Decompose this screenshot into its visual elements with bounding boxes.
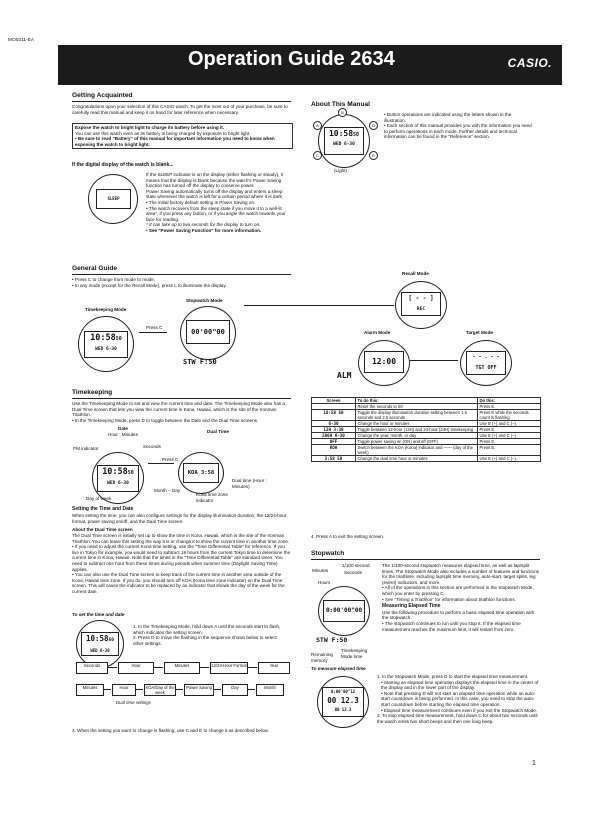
press-c-dual: Press C bbox=[162, 457, 179, 462]
timekeeping-bullet: • In the Timekeeping Mode, press D to toggle between the Date and the Dual Time screens. bbox=[72, 417, 259, 423]
measure-lcd bbox=[322, 687, 364, 717]
watch-stopwatch-mode bbox=[180, 306, 236, 360]
table-cell-do: Use E (+) and C (–). bbox=[478, 421, 541, 427]
set-step-1: 1. In the Timekeeping Mode, hold down A until the seconds start to flash, which indicates the setting screen. bbox=[133, 624, 281, 635]
measure-lcd-mid: 00 12.3 bbox=[327, 696, 359, 705]
label-timekeeping-mode-time: Timekeeping Mode time bbox=[341, 648, 368, 659]
label-stopwatch-mode: Stopwatch Mode bbox=[186, 298, 223, 303]
watch-alarm-mode bbox=[358, 340, 410, 386]
heading-about-dual: About the Dual Time screen bbox=[72, 527, 133, 532]
heading-to-measure: To measure elapsed time bbox=[311, 666, 366, 671]
set-step-2: 2. Press D to move the flashing in the sequence shown below to select other settings. bbox=[133, 635, 277, 646]
warning-line-3: • Be sure to read "Battery" of this manual for important information you need to know when exposing the watch to bright light. bbox=[75, 136, 275, 147]
label-sw-seconds: Seconds bbox=[344, 570, 362, 575]
table-cell-do: Press E. bbox=[478, 445, 541, 456]
sleep-lcd: SLEEP bbox=[96, 189, 131, 209]
dual-lcd: KOA 3:58 bbox=[183, 463, 219, 483]
setting-sequence-diagram bbox=[76, 662, 286, 712]
table-cell-screen: OFF bbox=[312, 439, 356, 445]
heading-about-manual: About This Manual bbox=[311, 101, 370, 108]
recall-lcd: [ - - ] REC bbox=[401, 292, 441, 316]
measuring-bullet: • The stopwatch continues to run until you stop it. If the elapsed time measurement reaches the maximum limit, it will restart from zero. bbox=[382, 620, 521, 632]
label-dual-time-desc: Dual time (Hour : Minutes) bbox=[232, 478, 267, 489]
sw-stw-indicator: STW F:50 bbox=[316, 636, 348, 644]
settings-table bbox=[311, 397, 541, 462]
table-cell-todo: Toggle power saving on (ON) and off (OFF) bbox=[356, 439, 478, 445]
light-label: (Light) bbox=[334, 168, 348, 173]
arrow bbox=[103, 689, 111, 690]
measure-step-1: 1. In the Stopwatch Mode, press D to start the elapsed time measurement. bbox=[377, 674, 529, 679]
arrow bbox=[213, 689, 221, 690]
blank-text-1: If the SLEEP indicator is on the display (either flashing or steady), it means that the display is blank because the watch's Power Saving function has turned off the display to conserve power. bbox=[146, 172, 284, 189]
table-cell-todo: Change the dual time hour or minutes bbox=[356, 456, 478, 462]
watch-target-mode bbox=[460, 340, 512, 386]
table-cell-do: Use E (+) and C (–). bbox=[478, 456, 541, 462]
button-c[interactable]: C bbox=[313, 151, 322, 160]
label-day-of-week: Day of week bbox=[86, 496, 112, 501]
sequence-box-bottom: Day bbox=[222, 684, 248, 696]
table-step-4: 4. Press A to exit the setting screen. bbox=[311, 534, 385, 539]
divider bbox=[72, 398, 291, 399]
sequence-box-top: 12/24-Hour Format bbox=[210, 662, 248, 674]
watch-stopwatch-illustration bbox=[318, 586, 370, 636]
table-cell-screen: KOA bbox=[312, 445, 356, 456]
rec-indicator: REC bbox=[416, 307, 426, 312]
heading-set-time: To set the time and date bbox=[72, 612, 125, 617]
set-steps bbox=[133, 624, 283, 646]
alarm-lcd: 12:00 bbox=[364, 351, 404, 373]
label-date: Date bbox=[118, 426, 128, 431]
label-hour-minutes: Hour : Minutes bbox=[108, 432, 138, 437]
arrow bbox=[153, 667, 163, 668]
arrow bbox=[107, 667, 117, 668]
label-pm-indicator: PM indicator bbox=[73, 446, 99, 451]
set-lcd-time: 10:58 bbox=[86, 634, 109, 643]
sequence-box-bottom: Minutes bbox=[76, 684, 104, 696]
brand-logo: CASIO. bbox=[507, 56, 552, 70]
press-c-label: Press C bbox=[146, 325, 163, 330]
set-step-3: 3. When the setting you want to change is flashing, use C and E to change it as described below. bbox=[72, 728, 269, 733]
heading-timekeeping: Timekeeping bbox=[72, 389, 113, 396]
alm-indicator: ALM bbox=[337, 371, 352, 380]
watch-measure-illustration bbox=[317, 676, 369, 728]
sw-bullet-1: • All of the operations in this section are performed in the Stopwatch Mode, which you enter by pressing C. bbox=[382, 585, 534, 596]
blank-bullet-1: • The initial factory default setting is Power Saving on. bbox=[146, 199, 256, 205]
watch-dual-screen bbox=[178, 452, 224, 494]
blank-heading: If the digital display of the watch is blank... bbox=[72, 162, 174, 168]
sequence-box-top: Seconds bbox=[76, 662, 108, 674]
table-cell-todo: Change the hour or minutes bbox=[356, 421, 478, 427]
general-bullet-2: • In any mode (except for the Recall Mode), press L to illuminate the display. bbox=[72, 282, 227, 288]
sw-intro-text: The 1/100-second stopwatch measures elapsed time, as well as lap/split times. The Stopwatch Mode also includes a number of features and functions for the triathlete, including lap/split time memory, auto-start, target splits, leg (event) indicators, and more. bbox=[382, 563, 539, 585]
table-cell-do: Use E (+) and C (–). bbox=[478, 433, 541, 439]
watch-sleep-illustration bbox=[88, 174, 138, 224]
table-header-todo: To do this: bbox=[356, 398, 478, 404]
watch-about-illustration bbox=[318, 114, 370, 168]
tk-lcd-date: WED 6-30 bbox=[95, 347, 117, 352]
sequence-box-top: Hour bbox=[118, 662, 154, 674]
button-e[interactable]: E bbox=[369, 151, 378, 160]
sequence-box-bottom: Month bbox=[256, 684, 284, 696]
sequence-box-bottom: KOA/Day of the week bbox=[145, 685, 175, 695]
table-cell-do: Press E. bbox=[478, 404, 541, 410]
label-alarm-mode: Alarm Mode bbox=[364, 330, 391, 335]
blank-text-2: Power Saving automatically turns off the display and enters a sleep state whenever the watch is left for a certain period where it is dark. bbox=[146, 188, 284, 200]
table-row bbox=[312, 445, 541, 456]
about-lcd-seconds: 50 bbox=[353, 132, 360, 138]
date-lcd-seconds: 50 bbox=[127, 470, 134, 476]
measure-steps bbox=[377, 674, 539, 724]
about-bullet-1: • Button operations are indicated using the letters shown in the illustration. bbox=[384, 112, 512, 123]
table-cell-todo: Toggle the display illumination duration setting between 1.5 seconds and 2.5 seconds bbox=[356, 410, 478, 421]
label-kona-time: Kona time zone indicator bbox=[196, 492, 228, 503]
arrow bbox=[135, 689, 143, 690]
table-cell-screen: 3:58 50 bbox=[312, 456, 356, 462]
document-code: MO0311-EA bbox=[8, 38, 35, 43]
general-text bbox=[72, 277, 291, 288]
set-lcd-seconds: 50 bbox=[108, 638, 114, 643]
measure-step-1-b3: • Elapsed time measurement continues even if you exit the Stopwatch Mode. bbox=[381, 707, 538, 713]
sw-lcd-big: 0:00'00"00 bbox=[323, 600, 365, 622]
tk-lcd-seconds: 50 bbox=[115, 336, 122, 342]
divider bbox=[311, 559, 540, 560]
measure-step-2: 2. To stop elapsed time measurement, hold down C for about two seconds until the watch emits two short beeps and then one long beep. bbox=[377, 713, 538, 724]
about-dual-text bbox=[72, 533, 291, 595]
general-bullet-1: • Press C to change from mode to mode. bbox=[72, 277, 156, 282]
about-bullet-2: • Each section of this manual provides you with the information you need to perform operations in each mode. Further details and technical information can be found in the "Reference" section. bbox=[384, 123, 532, 140]
setting-text: When setting the time, you can also configure settings for the display illumination duration, the 12/24-hour format, power saving on/off, and the Dual Time screen. bbox=[72, 513, 287, 524]
sequence-box-bottom: Power Saving bbox=[184, 684, 214, 696]
measure-step-1-b1: • Starting an elapsed time operation displays the elapsed time in the center of the display and in the lower part of the display. bbox=[381, 679, 539, 691]
stopwatch-lcd: 00'00"00 bbox=[186, 320, 230, 344]
measure-lcd-bot: 00 12.3 bbox=[334, 707, 352, 712]
arrow bbox=[199, 667, 209, 668]
button-a[interactable]: A bbox=[313, 121, 322, 130]
heading-general-guide: General Guide bbox=[72, 265, 118, 272]
about-dual-intro: The Dual Time screen is initially set up to show the time in Kona, Hawaii, which is the site of the Ironman Triathlon. You can leave this setting the way it is or change it to show the current time in another time zone. bbox=[72, 533, 290, 544]
date-lcd-time: 10:58 bbox=[102, 467, 128, 477]
measuring-text: Use the following procedure to perform a basic elapsed time operation with the stopwatch. bbox=[382, 609, 535, 621]
timekeeping-intro bbox=[72, 401, 291, 423]
measure-lcd-top: 0:00'00"12 bbox=[330, 689, 356, 694]
about-text bbox=[384, 112, 534, 140]
table-header-screen: Screen bbox=[312, 398, 356, 404]
label-dual-time: Dual Time bbox=[207, 429, 229, 434]
target-lcd: - - . - - TGT OFF bbox=[466, 351, 506, 375]
button-b[interactable]: B bbox=[338, 108, 347, 117]
timekeeping-lcd bbox=[84, 331, 128, 358]
table-cell-todo: Switch between the KOA (Kona) indicator and —— (day of the week) bbox=[356, 445, 478, 456]
arrow bbox=[247, 667, 257, 668]
page-number: 1 bbox=[532, 760, 536, 767]
table-cell-todo: Toggle between 12-hour (12H) and 24-hour (24H) timekeeping bbox=[356, 427, 478, 433]
about-lcd-time: 10:58 bbox=[328, 129, 354, 138]
arrow bbox=[139, 332, 167, 333]
warning-box bbox=[72, 123, 293, 149]
arrow bbox=[175, 689, 183, 690]
table-row bbox=[312, 410, 541, 421]
label-minutes: Minutes bbox=[312, 568, 329, 573]
table-cell-todo: Change the year, month, or day bbox=[356, 433, 478, 439]
table-row bbox=[312, 456, 541, 462]
date-screen-lcd bbox=[97, 465, 139, 492]
title-banner bbox=[58, 45, 562, 85]
heading-setting-time: Setting the Time and Date bbox=[72, 506, 134, 512]
table-cell-screen: 10:58 50 bbox=[312, 410, 356, 421]
dual-bullet-1: • If you need to adjust the current Kona time setting, use the "Time Differential Table" for reference. If you live in Tokyo for example, you would need to subtract 19 hours from the current Tokyo time to determine the current time in Kona, Hawaii. Note that the times in the "Time Differential Table" are standard times. You need to subtract one hour from these times during periods when summer time (Daylight Saving Time) applies. bbox=[72, 544, 291, 572]
about-lcd bbox=[324, 127, 364, 155]
blank-text bbox=[146, 172, 290, 234]
stw-indicator: STW F:50 bbox=[183, 358, 217, 366]
table-cell-todo: Reset the seconds to 00 bbox=[356, 404, 478, 410]
watch-timekeeping-mode bbox=[78, 316, 134, 372]
watch-recall-mode bbox=[395, 281, 447, 329]
table-cell-do: Press E. bbox=[478, 439, 541, 445]
label-remaining-memory: Remaining memory bbox=[311, 652, 333, 663]
blank-see: • See "Power Saving Function" for more information. bbox=[146, 227, 262, 233]
table-cell-do: Press E. bbox=[478, 427, 541, 433]
table-cell-do: Press E while the seconds count is flashing. bbox=[478, 410, 541, 421]
label-recall-mode: Recall Mode bbox=[402, 271, 429, 276]
divider bbox=[72, 101, 291, 102]
sequence-box-bottom: Hour bbox=[112, 684, 136, 696]
warning-line-1: Expose the watch to bright light to charge its battery before using it. bbox=[75, 125, 225, 130]
date-lcd-date: WED 6-30 bbox=[107, 481, 129, 486]
set-lcd-date: WED 6-30 bbox=[90, 648, 110, 653]
blank-note: * It can take up to two seconds for the display to turn on. bbox=[146, 222, 261, 228]
arrow bbox=[148, 463, 174, 464]
label-timekeeping-mode: Timekeeping Mode bbox=[85, 307, 127, 312]
measure-step-1-b2: • Note that pressing D will not start an elapsed time operation while an auto-start countdown is being performed. In this case, you need to stop the auto-start countdown before starting the elapsed time operation. bbox=[381, 690, 536, 707]
target-text: TGT OFF bbox=[475, 365, 497, 371]
arrow bbox=[410, 360, 458, 361]
heading-measuring: Measuring Elapsed Time bbox=[382, 603, 441, 610]
warning-line-2: You can use this watch even as its battery is being charged by exposure to bright light. bbox=[75, 130, 251, 136]
sequence-box-top: Year bbox=[258, 662, 290, 674]
table-header-do: Do this: bbox=[478, 398, 541, 404]
label-hundredth: 1/100 second bbox=[342, 563, 370, 568]
heading-stopwatch: Stopwatch bbox=[311, 550, 345, 557]
button-d[interactable]: D bbox=[369, 121, 378, 130]
table-cell-screen: 12H 3:30 bbox=[312, 427, 356, 433]
heading-getting-acquainted: Getting Acquainted bbox=[72, 92, 133, 99]
label-dual-time-settings: Dual time settings bbox=[116, 700, 151, 705]
stopwatch-intro bbox=[382, 563, 540, 632]
divider bbox=[72, 274, 291, 275]
blank-bullet-2: • The watch recovers from the sleep state if you move it to a well-lit area*, if you press any button, or if you angle the watch towards your face for reading. bbox=[146, 205, 286, 222]
setting-lcd bbox=[81, 632, 119, 656]
table-cell-screen: 6-30 bbox=[312, 421, 356, 427]
about-lcd-date: WED 6-30 bbox=[333, 142, 355, 147]
arrow bbox=[244, 305, 394, 306]
label-hours: Hours bbox=[318, 580, 331, 585]
label-seconds: Seconds bbox=[143, 444, 161, 449]
tk-lcd-time: 10:58 bbox=[90, 333, 116, 343]
label-month-day: Month – Day bbox=[154, 488, 181, 493]
sw-bullet-2: • See "Timing a Triathlon" for information about triathlon functions. bbox=[382, 596, 516, 602]
table-cell-screen: 2009 6-30 bbox=[312, 433, 356, 439]
sequence-box-top: Minutes bbox=[164, 662, 200, 674]
label-target-mode: Target Mode bbox=[466, 330, 493, 335]
intro-text: Congratulations upon your selection of this CASIO watch. To get the most out of your purchase, be sure to carefully read this manual and keep it on hand for later reference when necessary. bbox=[72, 104, 288, 115]
page-title: Operation Guide 2634 bbox=[188, 48, 395, 70]
arrow bbox=[247, 689, 255, 690]
timekeeping-intro-text: Use the Timekeeping Mode to set and view the current time and date. The Timekeeping Mode also has a Dual Time screen that lets you view the current time in Kona, Hawaii, which is the site of the Ironman Triathlon. bbox=[72, 401, 285, 418]
dual-bullet-2: • You can also use the Dual Time screen to keep track of the current time in another area outside of the Kona, Hawaii time zone. If you do, you should turn off KOA (Kona time zone indicator) on the Dual Time screen. This will cause the indicator to be replaced by an indicator that shows the day of the week for the current date. bbox=[72, 572, 285, 594]
watch-setting-illustration bbox=[76, 620, 124, 668]
